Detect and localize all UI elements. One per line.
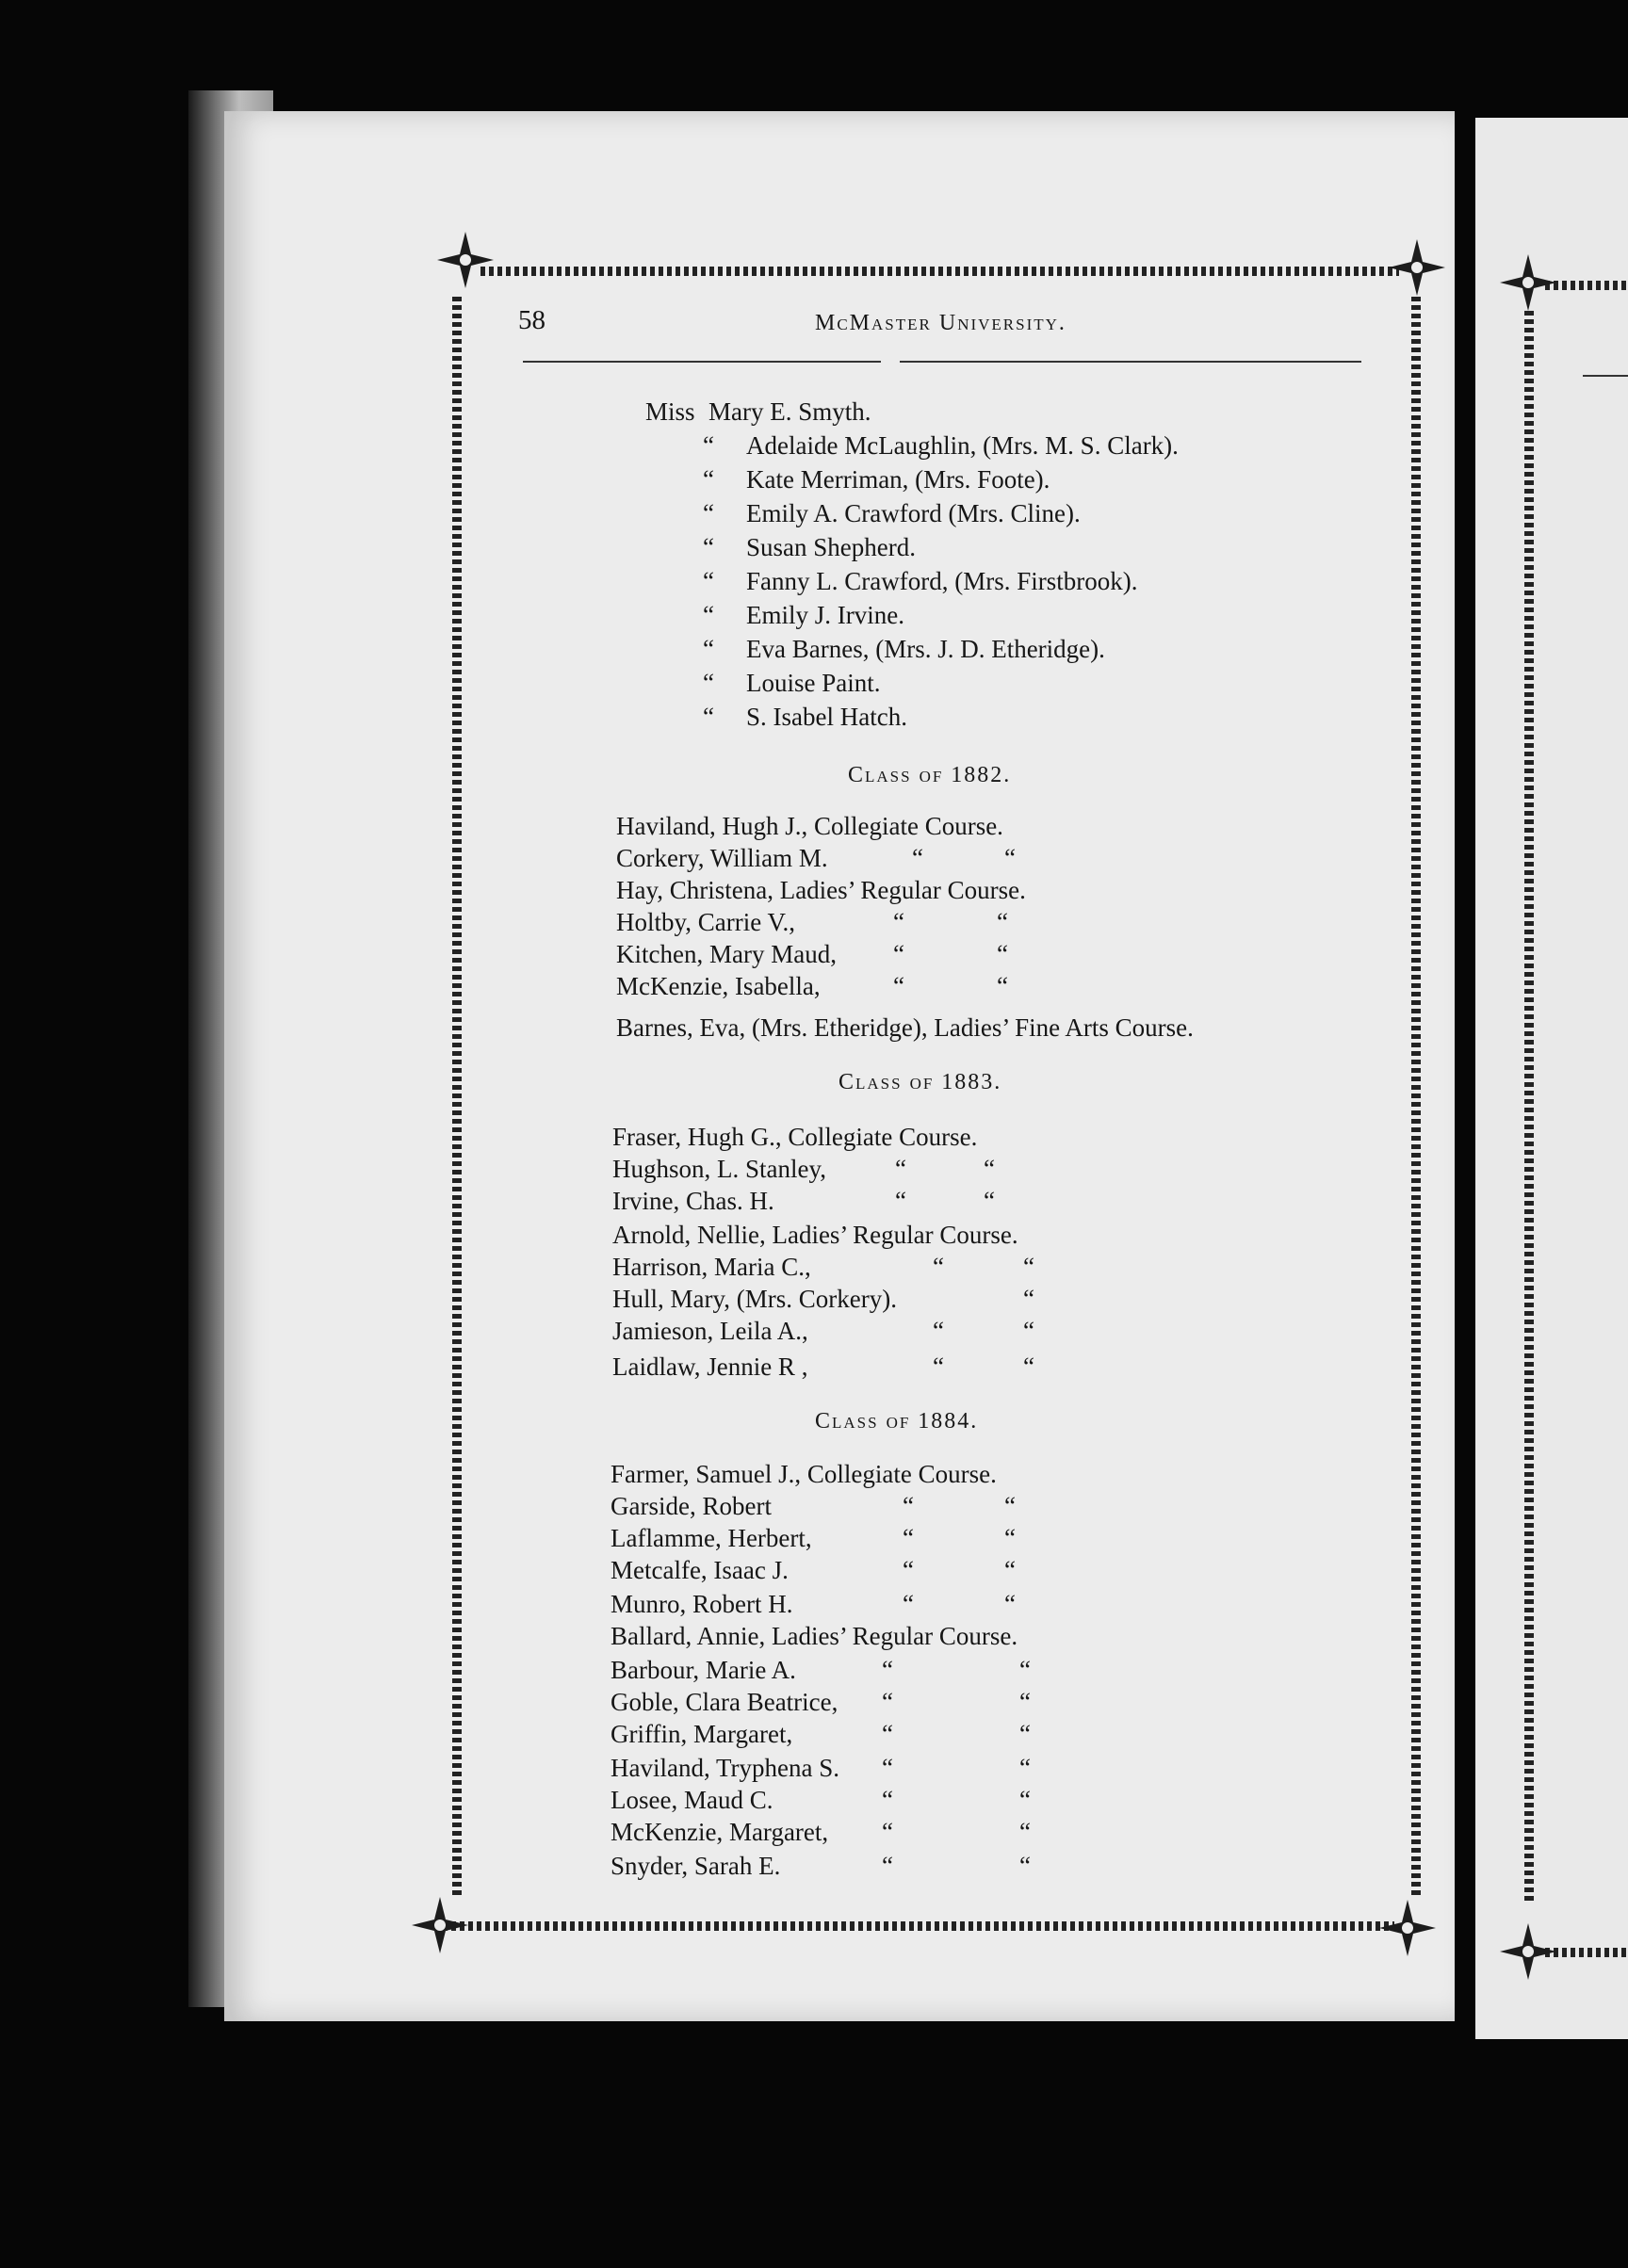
- class-entry: Hay, Christena, Ladies’ Regular Course.: [616, 876, 1026, 904]
- list-item-lead: “: [703, 703, 714, 731]
- class-entry: Goble, Clara Beatrice,: [610, 1688, 838, 1716]
- page-number: 58: [518, 305, 545, 335]
- class-entry: Irvine, Chas. H.: [612, 1187, 774, 1215]
- ditto-mark: “: [882, 1688, 893, 1716]
- ditto-mark: “: [1019, 1656, 1031, 1684]
- list-item: S. Isabel Hatch.: [746, 703, 907, 731]
- class-entry: Munro, Robert H.: [610, 1590, 793, 1618]
- ditto-mark: “: [882, 1852, 893, 1880]
- list-item: Adelaide McLaughlin, (Mrs. M. S. Clark).: [746, 431, 1179, 460]
- facing-border-left: [1524, 311, 1534, 1903]
- class-entry: Arnold, Nellie, Ladies’ Regular Course.: [612, 1221, 1018, 1249]
- corner-ornament-top-left-icon: [435, 230, 496, 290]
- list-item: Eva Barnes, (Mrs. J. D. Etheridge).: [746, 635, 1105, 663]
- ditto-mark: “: [895, 1155, 906, 1183]
- border-bottom: [443, 1921, 1394, 1931]
- ditto-mark: “: [882, 1656, 893, 1684]
- list-item-lead: “: [703, 465, 714, 494]
- facing-header-rule: [1583, 375, 1628, 377]
- class-entry: Corkery, William M.: [616, 844, 828, 872]
- ditto-mark: “: [882, 1786, 893, 1814]
- class-entry: Barbour, Marie A.: [610, 1656, 796, 1684]
- class-entry: Holtby, Carrie V.,: [616, 908, 795, 936]
- list-item-lead: “: [703, 431, 714, 460]
- class-heading: Class of 1883.: [838, 1070, 1002, 1094]
- class-heading: Class of 1884.: [815, 1409, 979, 1434]
- ditto-mark: “: [1004, 1556, 1016, 1584]
- running-title: McMaster University.: [815, 311, 1066, 335]
- ditto-mark: “: [997, 908, 1008, 936]
- ditto-mark: “: [1004, 844, 1016, 872]
- list-item-lead: Miss: [645, 397, 695, 426]
- class-entry: Laidlaw, Jennie R ,: [612, 1353, 808, 1381]
- ditto-mark: “: [882, 1720, 893, 1748]
- ditto-mark: “: [984, 1155, 995, 1183]
- ditto-mark: “: [1004, 1524, 1016, 1552]
- class-entry: Haviland, Hugh J., Collegiate Course.: [616, 812, 1003, 840]
- ditto-mark: “: [1019, 1688, 1031, 1716]
- class-entry: Garside, Robert: [610, 1492, 772, 1520]
- ditto-mark: “: [997, 940, 1008, 968]
- ditto-mark: “: [1019, 1720, 1031, 1748]
- class-entry: Metcalfe, Isaac J.: [610, 1556, 789, 1584]
- border-top: [480, 267, 1399, 276]
- class-entry: Farmer, Samuel J., Collegiate Course.: [610, 1460, 997, 1488]
- corner-ornament-bottom-left-icon: [410, 1895, 470, 1955]
- ditto-mark: “: [895, 1187, 906, 1215]
- list-item-lead: “: [703, 669, 714, 697]
- ditto-mark: “: [903, 1590, 914, 1618]
- ditto-mark: “: [882, 1818, 893, 1846]
- ditto-mark: “: [1023, 1285, 1034, 1313]
- class-entry: Barnes, Eva, (Mrs. Etheridge), Ladies’ Fine Arts Course.: [616, 1013, 1194, 1042]
- list-item: Emily J. Irvine.: [746, 601, 904, 629]
- class-entry: McKenzie, Isabella,: [616, 972, 821, 1000]
- list-item-lead: “: [703, 635, 714, 663]
- ditto-mark: “: [1023, 1317, 1034, 1345]
- class-entry: Jamieson, Leila A.,: [612, 1317, 808, 1345]
- corner-ornament-top-right-icon: [1387, 237, 1447, 298]
- ditto-mark: “: [893, 972, 904, 1000]
- ditto-mark: “: [1019, 1754, 1031, 1782]
- ditto-mark: “: [1019, 1818, 1031, 1846]
- ditto-mark: “: [984, 1187, 995, 1215]
- class-entry: Snyder, Sarah E.: [610, 1852, 781, 1880]
- ditto-mark: “: [903, 1556, 914, 1584]
- ditto-mark: “: [997, 972, 1008, 1000]
- list-item: Emily A. Crawford (Mrs. Cline).: [746, 499, 1081, 527]
- list-item-lead: “: [703, 533, 714, 561]
- class-entry: Griffin, Margaret,: [610, 1720, 793, 1748]
- header-rule: [900, 361, 1361, 363]
- class-heading: Class of 1882.: [848, 763, 1012, 787]
- list-item: Mary E. Smyth.: [708, 397, 871, 426]
- class-entry: Hull, Mary, (Mrs. Corkery).: [612, 1285, 897, 1313]
- class-entry: Haviland, Tryphena S.: [610, 1754, 839, 1782]
- ditto-mark: “: [903, 1492, 914, 1520]
- ditto-mark: “: [933, 1253, 944, 1281]
- class-entry: Harrison, Maria C.,: [612, 1253, 811, 1281]
- list-item: Susan Shepherd.: [746, 533, 916, 561]
- ditto-mark: “: [933, 1317, 944, 1345]
- class-entry: Fraser, Hugh G., Collegiate Course.: [612, 1123, 978, 1151]
- list-item-lead: “: [703, 601, 714, 629]
- ditto-mark: “: [1023, 1353, 1034, 1381]
- list-item-lead: “: [703, 499, 714, 527]
- class-entry: Ballard, Annie, Ladies’ Regular Course.: [610, 1622, 1018, 1650]
- border-right: [1411, 297, 1421, 1898]
- corner-ornament-bottom-right-icon: [1377, 1898, 1438, 1958]
- ditto-mark: “: [903, 1524, 914, 1552]
- ditto-mark: “: [1023, 1253, 1034, 1281]
- class-entry: Laflamme, Herbert,: [610, 1524, 812, 1552]
- list-item-lead: “: [703, 567, 714, 595]
- facing-corner-ornament-top-icon: [1498, 252, 1558, 313]
- ditto-mark: “: [893, 940, 904, 968]
- ditto-mark: “: [1004, 1590, 1016, 1618]
- ditto-mark: “: [1019, 1852, 1031, 1880]
- list-item: Kate Merriman, (Mrs. Foote).: [746, 465, 1050, 494]
- list-item: Louise Paint.: [746, 669, 881, 697]
- ditto-mark: “: [1004, 1492, 1016, 1520]
- ditto-mark: “: [912, 844, 923, 872]
- border-left: [452, 297, 462, 1898]
- list-item: Fanny L. Crawford, (Mrs. Firstbrook).: [746, 567, 1138, 595]
- ditto-mark: “: [1019, 1786, 1031, 1814]
- ditto-mark: “: [893, 908, 904, 936]
- class-entry: McKenzie, Margaret,: [610, 1818, 829, 1846]
- facing-corner-ornament-bottom-icon: [1498, 1921, 1558, 1982]
- header-rule: [523, 361, 881, 363]
- facing-page-edge: [1475, 118, 1628, 2039]
- ditto-mark: “: [933, 1353, 944, 1381]
- class-entry: Losee, Maud C.: [610, 1786, 773, 1814]
- class-entry: Kitchen, Mary Maud,: [616, 940, 837, 968]
- class-entry: Hughson, L. Stanley,: [612, 1155, 826, 1183]
- ditto-mark: “: [882, 1754, 893, 1782]
